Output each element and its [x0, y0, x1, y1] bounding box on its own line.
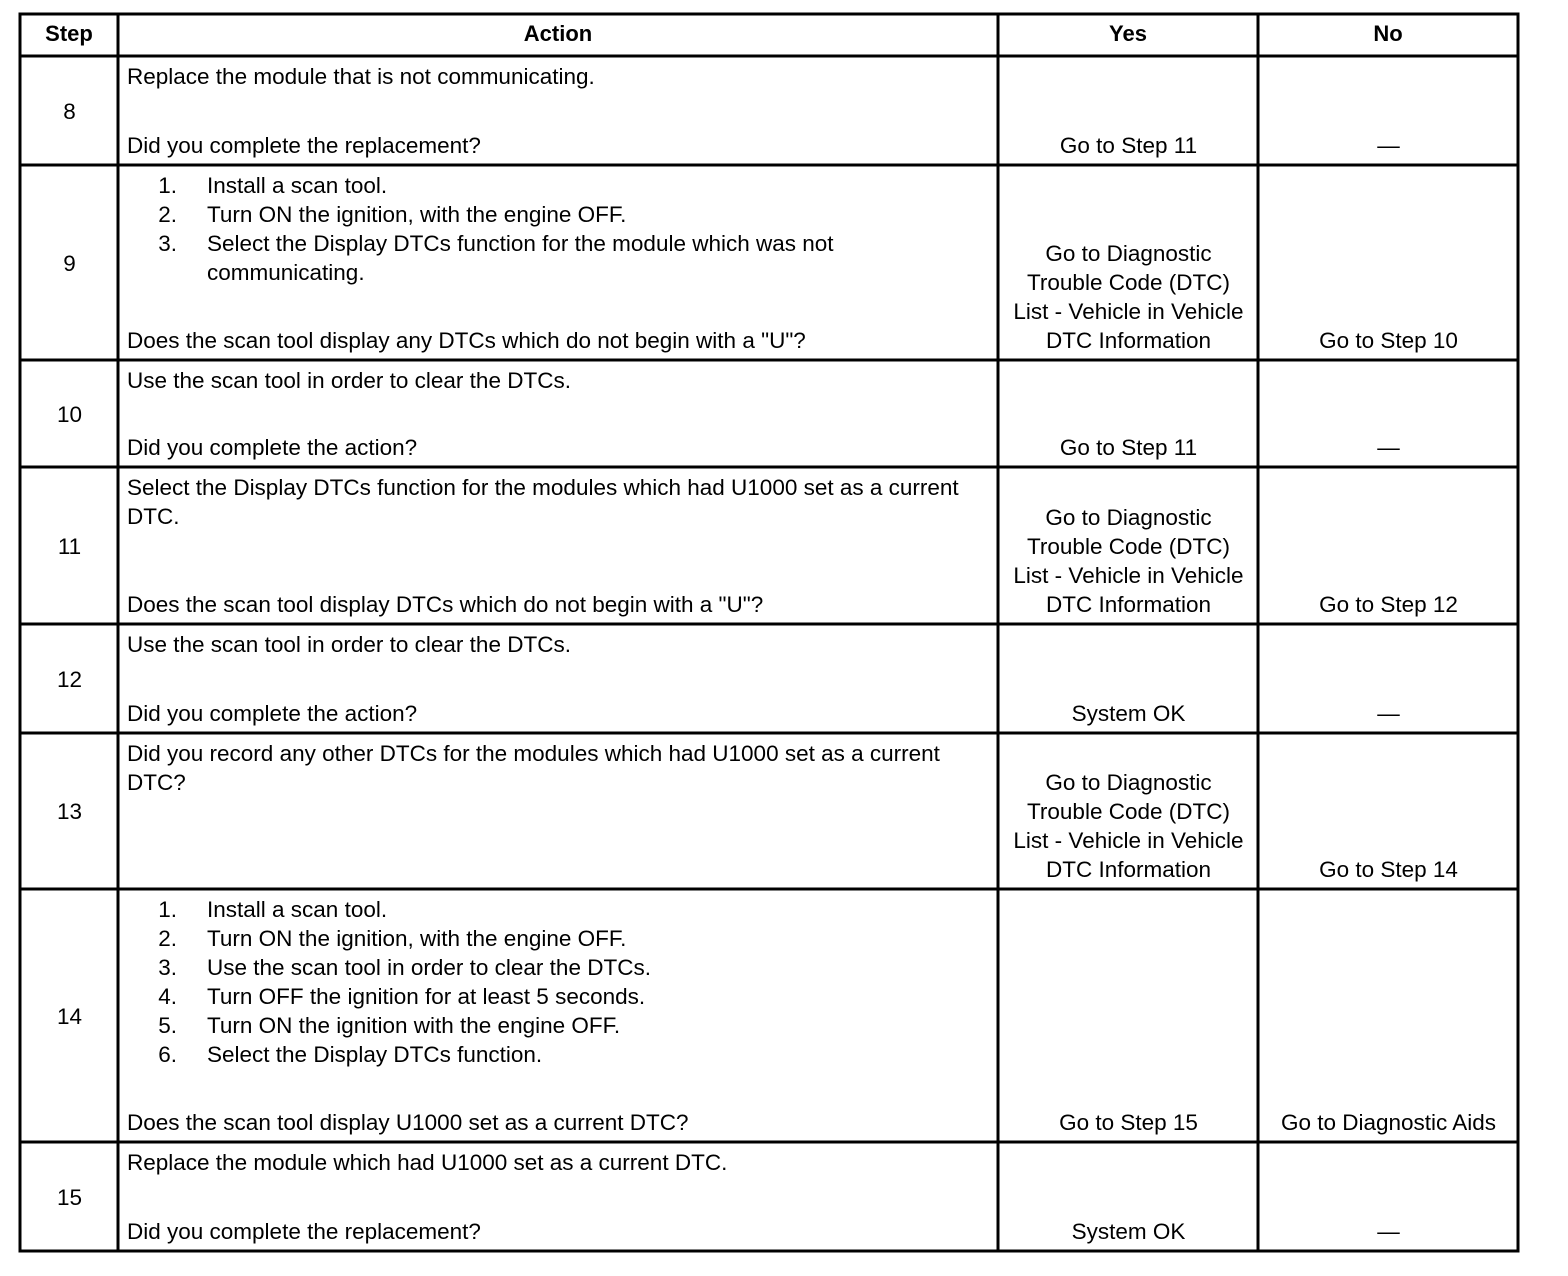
- procedure-item-text: Select the Display DTCs function.: [207, 1042, 543, 1067]
- no-result: [1260, 469, 1517, 623]
- no-result: [1260, 362, 1517, 466]
- yes-result: [1000, 626, 1257, 732]
- action-text: Use the scan tool in order to clear the DTCs.: [127, 632, 571, 657]
- yes-result: [1000, 469, 1257, 623]
- procedure-item: [127, 1040, 997, 1069]
- no-result-text: Go to Step 10: [1319, 328, 1458, 353]
- action-cell: [120, 167, 997, 359]
- procedure-item-text: Turn ON the ignition with the engine OFF.: [207, 1013, 621, 1038]
- action-question: Does the scan tool display DTCs which do not begin with a "U"?: [127, 592, 764, 617]
- step-number: 14: [56, 1003, 83, 1029]
- action-cell: [120, 891, 997, 1141]
- procedure-item-text: Turn OFF the ignition for at least 5 seconds.: [207, 984, 646, 1009]
- no-result-text: —: [1377, 1219, 1400, 1244]
- no-result: [1260, 891, 1517, 1141]
- yes-result-text: Go to Diagnostic Trouble Code (DTC) List - Vehicle in Vehicle DTC Information: [1013, 505, 1244, 617]
- action-text: Replace the module which had U1000 set as a current DTC.: [127, 1150, 728, 1175]
- no-result-text: Go to Diagnostic Aids: [1280, 1110, 1497, 1135]
- action-text: Did you record any other DTCs for the modules which had U1000 set as a current DTC?: [127, 741, 940, 795]
- no-result-text: —: [1377, 435, 1400, 460]
- procedure-item-text: Turn ON the ignition, with the engine OFF.: [207, 202, 627, 227]
- action-question: Did you complete the replacement?: [127, 133, 481, 158]
- no-result-text: Go to Step 14: [1319, 857, 1458, 882]
- action-cell: [120, 58, 997, 164]
- step-number: 15: [56, 1184, 83, 1210]
- header-no: No: [1373, 21, 1403, 46]
- yes-result-text: Go to Diagnostic Trouble Code (DTC) List - Vehicle in Vehicle DTC Information: [1013, 770, 1244, 882]
- procedure-item-text: Install a scan tool.: [207, 897, 388, 922]
- step-number: 9: [63, 250, 76, 276]
- yes-result: [1000, 891, 1257, 1141]
- no-result: [1260, 626, 1517, 732]
- no-result-text: Go to Step 12: [1319, 592, 1458, 617]
- procedure-item: [127, 982, 997, 1011]
- action-text: Use the scan tool in order to clear the DTCs.: [127, 368, 571, 393]
- no-result: [1260, 167, 1517, 359]
- header-action: Action: [523, 21, 593, 46]
- action-question: Did you complete the replacement?: [127, 1219, 481, 1244]
- procedure-item-text: Turn ON the ignition, with the engine OFF.: [207, 926, 627, 951]
- action-cell: [120, 626, 997, 732]
- yes-result-text: Go to Step 11: [1059, 133, 1198, 158]
- action-text: Select the Display DTCs function for the modules which had U1000 set as a current DTC.: [127, 475, 959, 529]
- procedure-item-text: Install a scan tool.: [207, 173, 388, 198]
- no-result: [1260, 735, 1517, 888]
- action-question: Did you complete the action?: [127, 701, 418, 726]
- action-text: Replace the module that is not communicating.: [127, 64, 595, 89]
- no-result: [1260, 58, 1517, 164]
- procedure-item: [127, 200, 997, 229]
- procedure-item: [127, 1011, 997, 1040]
- yes-result-text: Go to Step 11: [1059, 435, 1198, 460]
- no-result-text: —: [1377, 133, 1400, 158]
- procedure-item-text: Use the scan tool in order to clear the DTCs.: [207, 955, 651, 980]
- yes-result-text: Go to Diagnostic Trouble Code (DTC) List - Vehicle in Vehicle DTC Information: [1013, 241, 1244, 353]
- procedure-item-number: 3.: [158, 231, 177, 256]
- yes-result: [1000, 362, 1257, 466]
- procedure-list: [127, 171, 997, 287]
- yes-result: [1000, 1144, 1257, 1250]
- yes-result: [1000, 167, 1257, 359]
- procedure-item-number: 3.: [158, 955, 177, 980]
- header-yes: Yes: [1109, 21, 1147, 46]
- procedure-item-number: 2.: [158, 202, 177, 227]
- step-number: 11: [57, 533, 82, 559]
- procedure-item: [127, 171, 997, 200]
- procedure-item: [127, 895, 997, 924]
- step-number: 12: [56, 666, 83, 692]
- procedure-list: [127, 895, 997, 1069]
- action-question: Does the scan tool display any DTCs which do not begin with a "U"?: [127, 328, 806, 353]
- yes-result-text: Go to Step 15: [1059, 1110, 1198, 1135]
- no-result: [1260, 1144, 1517, 1250]
- procedure-item-text: Select the Display DTCs function for the module which was not communicating.: [207, 231, 834, 285]
- action-cell: [120, 735, 997, 888]
- action-question: Does the scan tool display U1000 set as a current DTC?: [127, 1110, 689, 1135]
- procedure-item-number: 5.: [158, 1013, 177, 1038]
- yes-result: [1000, 735, 1257, 888]
- action-question: Did you complete the action?: [127, 435, 418, 460]
- procedure-item: [127, 924, 997, 953]
- procedure-item-number: 1.: [158, 173, 177, 198]
- procedure-item: [127, 953, 997, 982]
- step-number: 13: [56, 799, 83, 824]
- action-cell: [120, 1144, 997, 1250]
- yes-result: [1000, 58, 1257, 164]
- procedure-item-number: 2.: [158, 926, 177, 951]
- procedure-item-number: 4.: [158, 984, 177, 1009]
- header-step: Step: [45, 21, 93, 46]
- step-number: 8: [63, 98, 76, 124]
- procedure-item: [127, 229, 997, 287]
- yes-result-text: System OK: [1071, 701, 1186, 726]
- procedure-item-number: 1.: [158, 897, 177, 922]
- step-number: 10: [56, 401, 83, 427]
- action-cell: [120, 469, 997, 623]
- action-cell: [120, 362, 997, 466]
- yes-result-text: System OK: [1071, 1219, 1186, 1244]
- procedure-item-number: 6.: [158, 1042, 177, 1067]
- no-result-text: —: [1377, 701, 1400, 726]
